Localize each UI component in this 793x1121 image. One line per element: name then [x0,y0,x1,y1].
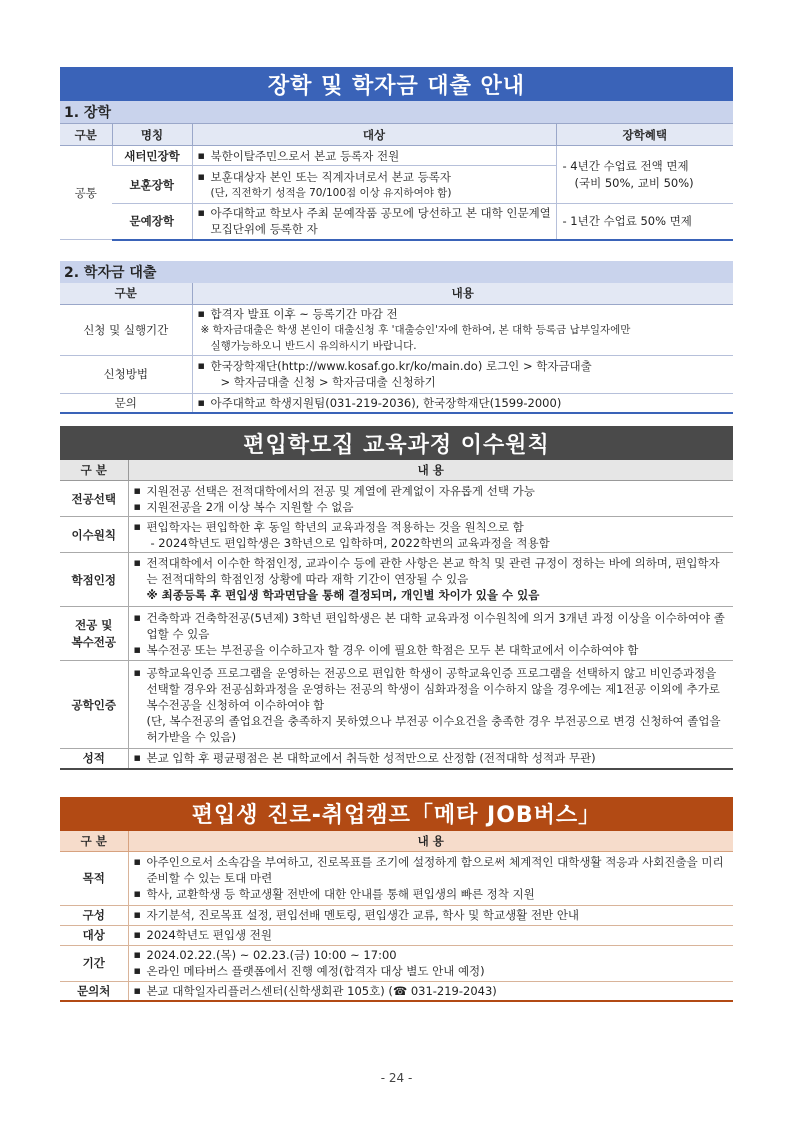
list-item: ▪ 2024학년도 편입생 전원 [133,927,730,943]
list-item: ▪ 전적대학에서 이수한 학점인정, 교과이수 등에 관한 사항은 본교 학칙 및 관련 규정이 정하는 바에 의하며, 편입학자는 전적대학의 학점인정 상황에 따라 재학 기간이 연장될 수 있음 [133,555,730,587]
header-cell: 내 용 [128,831,733,852]
table-row [60,204,733,240]
table-row [60,851,733,905]
list-item: ▪ 본교 입학 후 평균평점은 본 대학교에서 취득한 성적만으로 산정함 (전적대학 성적과 무관) [133,750,730,766]
benefit-cell [556,146,733,204]
header-cell: 대상 [192,124,556,146]
table-header-row [60,831,733,852]
category-cell: 공통 [60,146,112,240]
row-content [128,517,733,553]
list-item: ▪ 아주대학교 학보사 주최 문예작품 공모에 당선하고 본 대학 인문계열 모집단위에 등록한 자 [197,205,552,237]
curriculum-banner: 편입학모집 교육과정 이수원칙 [60,426,733,460]
scholarship-banner: 장학 및 학자금 대출 안내 [60,67,733,101]
scholarship-target [192,166,556,204]
camp-table [60,831,733,1003]
header-cell: 구분 [60,283,192,305]
row-label: 대상 [60,925,128,945]
list-item: ▪ 2024.02.22.(목) ~ 02.23.(금) 10:00 ~ 17:00 [133,947,730,963]
list-item: ▪ 보훈대상자 본인 또는 직계자녀로서 본교 등록자 [197,169,552,185]
benefit-text: - 4년간 수업료 전액 면제 [562,158,689,173]
page [60,67,733,1002]
row-content [128,661,733,749]
list-item: ▪ 학사, 교환학생 등 학교생활 전반에 대한 안내를 통해 편입생의 빠른 정착 지원 [133,886,730,902]
list-item: ▪ 아주인으로서 소속감을 부여하고, 진로목표를 조기에 설정하게 함으로써 체계적인 대학생활 적응과 사회진출을 미리 준비할 수 있는 토대 마련 [133,854,730,886]
table-header-row [60,283,733,305]
scholarship-target [192,204,556,240]
row-label: 공학인증 [60,661,128,749]
row-content [128,905,733,925]
list-item: ▪ 공학교육인증 프로그램을 운영하는 전공으로 편입한 학생이 공학교육인증 프로그램을 선택하지 않고 비인증과정을 선택할 경우와 전공심화과정을 운영하는 전공의 학생이 심화과정을 이수하지 않을 경우에는 제1전공 이외에 추가로 복수전공을 신청하여 이수하여야 함 [133,665,730,713]
row-content [128,945,733,981]
scholarship-target [192,146,556,166]
list-item: ▪ 온라인 메타버스 플랫폼에서 진행 예정(합격자 대상 별도 안내 예정) [133,963,730,979]
row-content [128,607,733,661]
list-continuation: > 학자금대출 신청 > 학자금대출 신청하기 [220,375,436,389]
list-item: ▪ 아주대학교 학생지원팀(031-219-2036), 한국장학재단(1599-2000) [197,395,730,411]
bold-note: ※ 최종등록 후 편입생 학과면담을 통해 결정되며, 개인별 차이가 있을 수 있음 [146,588,540,602]
table-row [60,607,733,661]
camp-banner: 편입생 진로-취업캠프「메타 JOB버스」 [60,797,733,831]
header-cell: 장학혜택 [556,124,733,146]
table-row [60,481,733,517]
row-label: 전공선택 [60,481,128,517]
curriculum-table [60,460,733,770]
row-content [128,749,733,769]
header-cell: 구 분 [60,460,128,481]
note-line: 실행가능하오니 반드시 유의하시기 바랍니다. [210,339,417,352]
row-label: 신청방법 [60,355,192,393]
sub-item: - 2024학년도 편입학생은 3학년으로 입학하며, 2022학번의 교육과정을 적용함 [150,535,550,550]
row-content [192,304,733,355]
table-row [60,981,733,1001]
header-cell: 내용 [192,283,733,305]
benefit-cell [556,204,733,240]
table-row [60,304,733,355]
row-label: 문의 [60,393,192,413]
table-row [60,749,733,769]
benefit-note: (국비 50%, 교비 50%) [574,175,694,190]
list-item: ▪ 본교 대학일자리플러스센터(신학생회관 105호) (☎ 031-219-2043) [133,983,730,999]
table-row [60,905,733,925]
table-header-row [60,124,733,146]
scholarship-subtitle: 1. 장학 [60,101,733,123]
header-cell: 구 분 [60,831,128,852]
list-item: ▪ 건축학과 건축학전공(5년제) 3학년 편입학생은 본 대학 교육과정 이수원칙에 의거 3개년 과정 이상을 이수하여야 졸업할 수 있음 [133,610,730,642]
list-item: ▪ 편입학자는 편입학한 후 동일 학년의 교육과정을 적용하는 것을 원칙으로 함 [133,519,730,535]
list-item: ▪ 합격자 발표 이후 ~ 등록기간 마감 전 [197,306,730,322]
sub-item: (단, 복수전공의 졸업요건을 충족하지 못하였으나 부전공 이수요건을 충족한 경우 부전공으로 변경 신청하여 졸업을 허가받을 수 있음) [146,713,721,744]
scholarship-table [60,123,733,241]
row-label: 구성 [60,905,128,925]
row-label: 신청 및 실행기간 [60,304,192,355]
table-row [60,355,733,393]
table-row [60,393,733,413]
benefit-text: - 1년간 수업료 50% 면제 [562,214,692,229]
target-note: (단, 직전학기 성적을 70/100점 이상 유지하여야 함) [210,186,452,199]
table-row [60,661,733,749]
table-row [60,517,733,553]
list-item: ▪ 북한이탈주민으로서 본교 등록자 전원 [197,148,552,164]
row-content [128,925,733,945]
loan-subtitle: 2. 학자금 대출 [60,261,733,283]
row-content [128,851,733,905]
table-row [60,945,733,981]
scholarship-name: 새터민장학 [112,146,192,166]
list-item: ▪ 지원전공 선택은 전적대학에서의 전공 및 계열에 관계없이 자유롭게 선택 가능 [133,483,730,499]
row-label: 이수원칙 [60,517,128,553]
header-cell: 내 용 [128,460,733,481]
scholarship-name: 문예장학 [112,204,192,240]
row-label: 문의처 [60,981,128,1001]
header-cell: 명칭 [112,124,192,146]
header-cell: 구분 [60,124,112,146]
row-content [128,981,733,1001]
scholarship-name: 보훈장학 [112,166,192,204]
table-row [60,925,733,945]
table-row [60,146,733,166]
row-content [128,553,733,607]
row-label: 학점인정 [60,553,128,607]
list-item: ▪ 자기분석, 진로목표 설정, 편입선배 멘토링, 편입생간 교류, 학사 및 학교생활 전반 안내 [133,907,730,923]
row-content [192,393,733,413]
loan-table [60,283,733,415]
row-content [128,481,733,517]
row-label: 기간 [60,945,128,981]
note-line: ※ 학자금대출은 학생 본인이 대출신청 후 '대출승인'자에 한하여, 본 대학 등록금 납부일자에만 [200,323,631,336]
list-item: ▪ 한국장학재단(http://www.kosaf.go.kr/ko/main.do) 로그인 > 학자금대출 [197,358,730,374]
row-label: 목적 [60,851,128,905]
row-content [192,355,733,393]
list-item: ▪ 복수전공 또는 부전공을 이수하고자 할 경우 이에 필요한 학점은 모두 본 대학교에서 이수하여야 함 [133,642,730,658]
row-label: 성적 [60,749,128,769]
page-number: - 24 - [380,1071,413,1085]
list-item: ▪ 지원전공을 2개 이상 복수 지원할 수 없음 [133,499,730,515]
row-label: 전공 및 복수전공 [60,607,128,661]
table-row [60,553,733,607]
table-header-row [60,460,733,481]
